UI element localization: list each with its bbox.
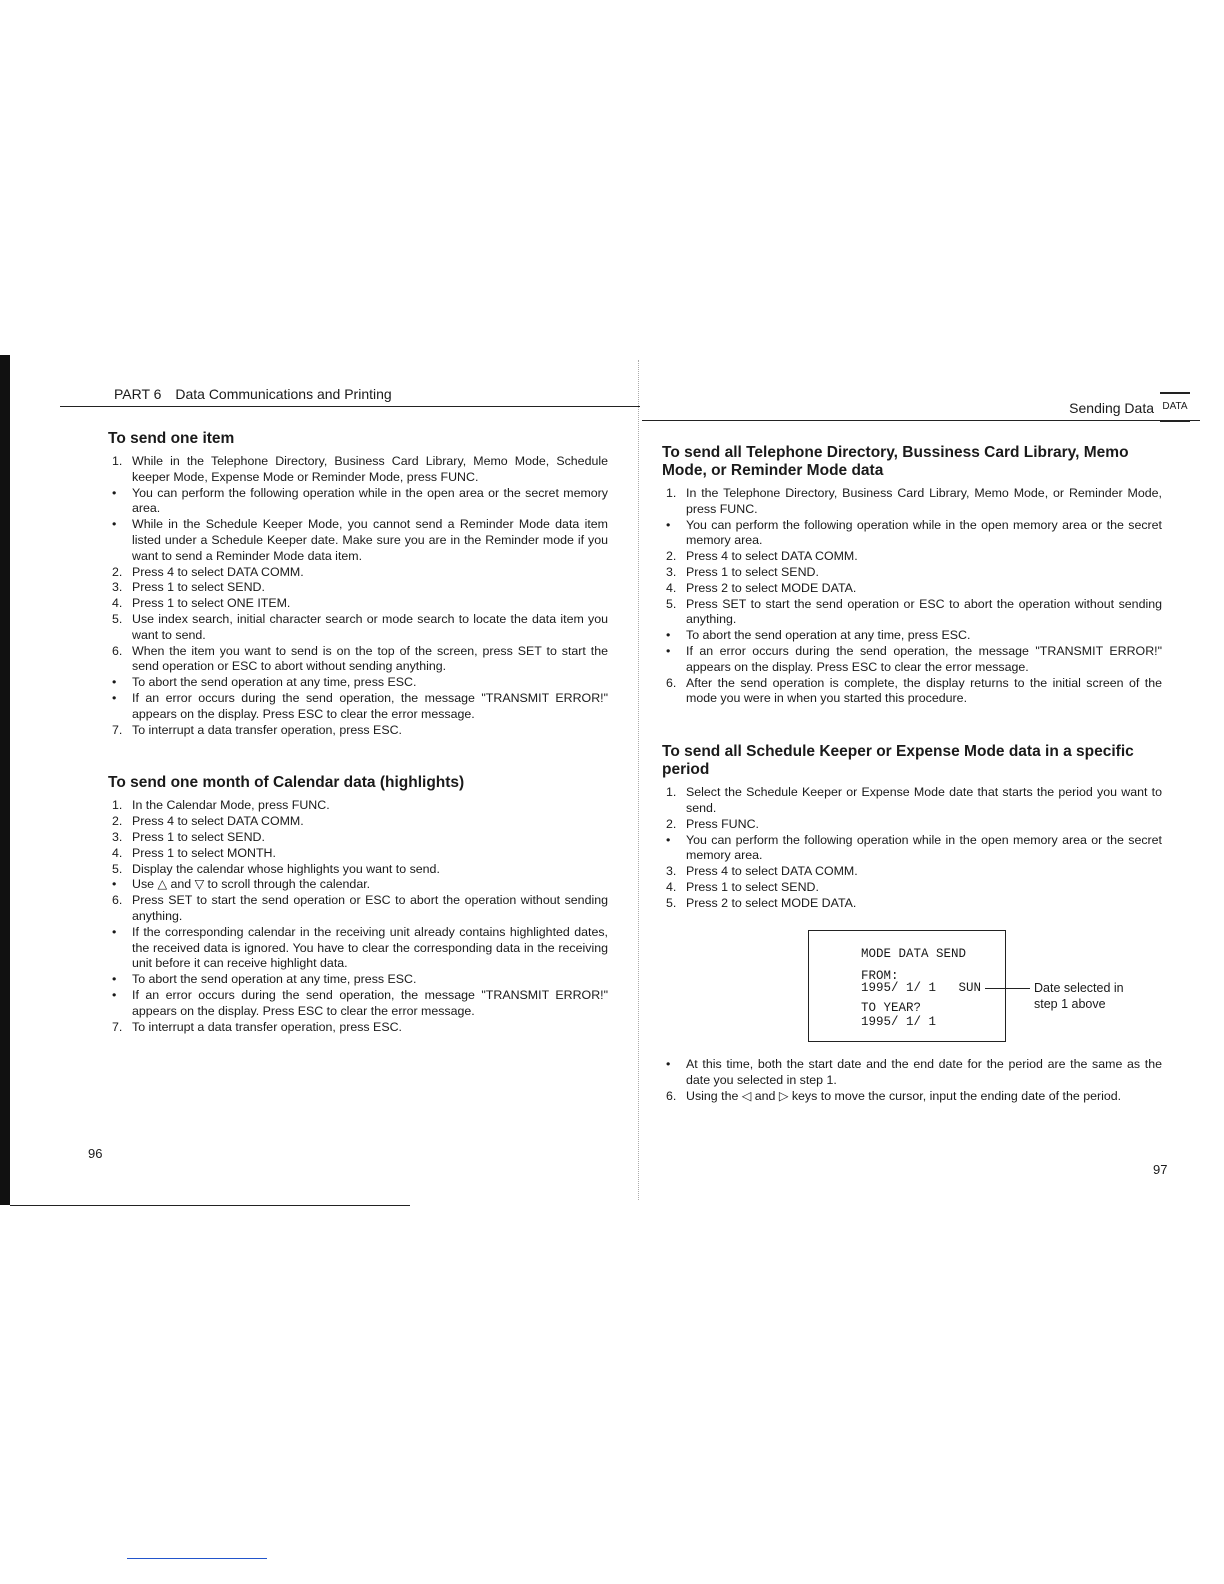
lcd-line: FROM:: [861, 969, 899, 983]
item-text: Press SET to start the send operation or ESC to abort the operation without sending anything.: [686, 596, 1162, 627]
step-item: [108, 814, 608, 830]
item-text: Press SET to start the send operation or ESC to abort the operation without sending anything.: [132, 893, 608, 923]
item-marker: •: [112, 675, 117, 690]
lcd-display: [808, 930, 1006, 1042]
item-text: You can perform the following operation while in the open area or the secret memory area.: [132, 485, 608, 516]
item-marker: 3.: [666, 864, 677, 879]
step-item: [108, 644, 608, 676]
callout-leader: [985, 988, 1030, 989]
item-text: While in the Schedule Keeper Mode, you cannot send a Reminder Mode data item listed under a Schedule Keeper date. Make sure you are in the Reminder mode if you want to send a Reminder Mode data item.: [132, 517, 608, 563]
item-text: Press 1 to select SEND.: [132, 829, 265, 844]
step-item: [662, 565, 1162, 581]
item-text: Select the Schedule Keeper or Expense Mode date that starts the period you want to send.: [686, 785, 1162, 815]
bullet-item: [662, 1057, 1162, 1089]
item-marker: 7.: [112, 722, 123, 737]
bullet-item: [662, 833, 1162, 865]
item-marker: •: [666, 643, 671, 658]
item-marker: •: [666, 628, 671, 643]
part-label: PART 6: [114, 386, 162, 402]
section-heading: To send one month of Calendar data (highlights): [108, 774, 465, 792]
chapter-title: Data Communications and Printing: [175, 386, 392, 402]
item-marker: •: [112, 690, 117, 705]
bullet-item: [108, 691, 608, 723]
item-text: Display the calendar whose highlights you want to send.: [132, 861, 440, 876]
item-marker: 5.: [112, 611, 123, 626]
item-text: Use index search, initial character search or mode search to locate the data item you want to send.: [132, 611, 608, 642]
item-text: Press 4 to select DATA COMM.: [132, 814, 304, 829]
bullet-item: [108, 972, 608, 988]
step-item: [662, 597, 1162, 629]
step-item: [662, 817, 1162, 833]
item-marker: •: [112, 987, 117, 1002]
item-marker: 6.: [666, 1088, 677, 1103]
item-text: Press 2 to select MODE DATA.: [686, 580, 857, 595]
running-header-right: Sending Data: [1069, 400, 1154, 416]
item-marker: 2.: [666, 549, 677, 564]
header-rule-right: [642, 420, 1200, 421]
step-item: [662, 785, 1162, 817]
item-text: If an error occurs during the send operation, the message "TRANSMIT ERROR!" appears on the display. Press ESC to clear the error message.: [132, 690, 608, 721]
item-text: To interrupt a data transfer operation, press ESC.: [132, 722, 402, 737]
step-item: [108, 454, 608, 486]
item-text: Press 1 to select MONTH.: [132, 845, 276, 860]
item-text: At this time, both the start date and the end date for the period are the same as the date you selected in step 1.: [686, 1057, 1162, 1087]
step-item: [662, 486, 1162, 518]
step-item: [108, 830, 608, 846]
bottom-mark: [127, 1558, 267, 1559]
step-item: [662, 880, 1162, 896]
item-marker: •: [666, 517, 671, 532]
item-marker: 6.: [666, 675, 677, 690]
step-item: [108, 612, 608, 644]
item-marker: 1.: [112, 454, 123, 468]
bullet-item: [108, 486, 608, 518]
item-text: To abort the send operation at any time, press ESC.: [132, 675, 417, 690]
right-page-continued: [662, 1057, 1162, 1104]
item-marker: •: [112, 924, 117, 939]
item-text: In the Calendar Mode, press FUNC.: [132, 798, 330, 813]
item-marker: •: [112, 972, 117, 987]
item-marker: 3.: [112, 580, 123, 595]
item-marker: 5.: [666, 596, 677, 611]
item-marker: 1.: [112, 798, 123, 813]
item-marker: 1.: [666, 785, 677, 800]
bullet-item: [108, 988, 608, 1020]
running-header-left: [114, 386, 392, 402]
item-text: Press 2 to select MODE DATA.: [686, 895, 857, 910]
data-transfer-icon: DATA: [1160, 392, 1190, 422]
item-marker: 7.: [112, 1019, 123, 1034]
bullet-item: [108, 517, 608, 564]
item-marker: 2.: [666, 816, 677, 831]
header-rule-left: [60, 406, 640, 407]
item-marker: 1.: [666, 486, 677, 500]
step-item: [662, 581, 1162, 597]
bullet-item: [108, 675, 608, 691]
item-text: Press 4 to select DATA COMM.: [686, 864, 858, 879]
item-text: Press 4 to select DATA COMM.: [132, 564, 304, 579]
item-text: Use △ and ▽ to scroll through the calendar.: [132, 877, 371, 892]
item-marker: 4.: [112, 845, 123, 860]
callout-line: Date selected in: [1034, 981, 1124, 995]
bullet-item: [662, 628, 1162, 644]
item-text: Press 1 to select SEND.: [686, 564, 819, 579]
item-marker: •: [666, 1057, 671, 1071]
callout-text: [1034, 980, 1124, 1012]
step-item: [662, 864, 1162, 880]
item-marker: •: [112, 877, 117, 892]
step-item: [662, 676, 1162, 708]
lcd-line: 1995/ 1/ 1 SUN: [861, 981, 982, 995]
item-marker: 4.: [112, 596, 123, 611]
item-text: If an error occurs during the send operation, the message "TRANSMIT ERROR!" appears on the display. Press ESC to clear the error message.: [132, 987, 608, 1018]
item-text: To abort the send operation at any time, press ESC.: [132, 972, 417, 987]
item-marker: •: [112, 517, 117, 532]
item-text: After the send operation is complete, the display returns to the initial screen of the mode you were in when you started this procedure.: [686, 675, 1162, 706]
item-marker: 4.: [666, 879, 677, 894]
step-item: [108, 1020, 608, 1036]
item-text: To interrupt a data transfer operation, press ESC.: [132, 1019, 402, 1034]
right-page: [662, 444, 1162, 912]
item-marker: 4.: [666, 580, 677, 595]
item-text: Press FUNC.: [686, 816, 759, 831]
step-item: [108, 798, 608, 814]
item-text: Press 1 to select ONE ITEM.: [132, 596, 291, 611]
lcd-line: MODE DATA SEND: [861, 947, 967, 961]
item-text: When the item you want to send is on the top of the screen, press SET to start the send operation or ESC to abort without sending anything.: [132, 643, 608, 674]
item-text: Press 4 to select DATA COMM.: [686, 549, 858, 564]
scan-edge: [0, 355, 10, 1205]
step-item: [108, 723, 608, 739]
step-item: [108, 862, 608, 878]
item-marker: 2.: [112, 814, 123, 829]
item-text: If an error occurs during the send operation, the message "TRANSMIT ERROR!" appears on the display. Press ESC to clear the error message.: [686, 643, 1162, 674]
left-page: [108, 430, 608, 1035]
bullet-item: [108, 925, 608, 972]
step-item: [108, 565, 608, 581]
bottom-rule: [10, 1205, 410, 1206]
section-heading: To send one item: [108, 430, 235, 447]
step-item: [108, 893, 608, 925]
item-marker: 6.: [112, 893, 123, 908]
item-text: To abort the send operation at any time, press ESC.: [686, 628, 971, 643]
item-marker: 5.: [666, 895, 677, 910]
item-marker: •: [112, 485, 117, 500]
item-text: While in the Telephone Directory, Business Card Library, Memo Mode, Schedule keeper Mode, Expense Mode or Reminder Mode, press FUNC.: [132, 454, 608, 484]
bullet-item: [662, 518, 1162, 550]
step-item: [108, 846, 608, 862]
lcd-line: TO YEAR?: [861, 1001, 922, 1015]
bullet-item: [108, 877, 608, 893]
step-item: [662, 896, 1162, 912]
item-text: If the corresponding calendar in the receiving unit already contains highlighted dates, the received data is ignored. You have to clear the corresponding data in the receiving unit before it can receive highlight data.: [132, 924, 608, 971]
item-marker: 3.: [666, 564, 677, 579]
item-marker: 3.: [112, 829, 123, 844]
item-text: You can perform the following operation while in the open memory area or the secret memory area.: [686, 517, 1162, 548]
item-text: Press 1 to select SEND.: [132, 580, 265, 595]
step-item: [662, 549, 1162, 565]
section-heading: To send all Schedule Keeper or Expense Mode data in a specific period: [662, 743, 1134, 779]
callout-line: step 1 above: [1034, 997, 1106, 1011]
item-marker: 2.: [112, 564, 123, 579]
section-heading: To send all Telephone Directory, Bussiness Card Library, Memo Mode, or Reminder Mode data: [662, 444, 1129, 479]
step-item: [108, 596, 608, 612]
page-gutter: [638, 360, 639, 1200]
bullet-item: [662, 644, 1162, 676]
step-item: [662, 1089, 1162, 1105]
page-number-left: 96: [88, 1146, 103, 1161]
item-text: Using the ◁ and ▷ keys to move the cursor, input the ending date of the period.: [686, 1088, 1122, 1103]
step-item: [108, 580, 608, 596]
item-marker: 5.: [112, 861, 123, 876]
item-text: You can perform the following operation while in the open memory area or the secret memory area.: [686, 832, 1162, 863]
page-number-right: 97: [1153, 1162, 1168, 1177]
item-marker: 6.: [112, 643, 123, 658]
item-marker: •: [666, 832, 671, 847]
lcd-line: 1995/ 1/ 1: [861, 1015, 937, 1029]
item-text: Press 1 to select SEND.: [686, 879, 819, 894]
item-text: In the Telephone Directory, Business Card Library, Memo Mode, or Reminder Mode, press FUNC.: [686, 486, 1162, 516]
